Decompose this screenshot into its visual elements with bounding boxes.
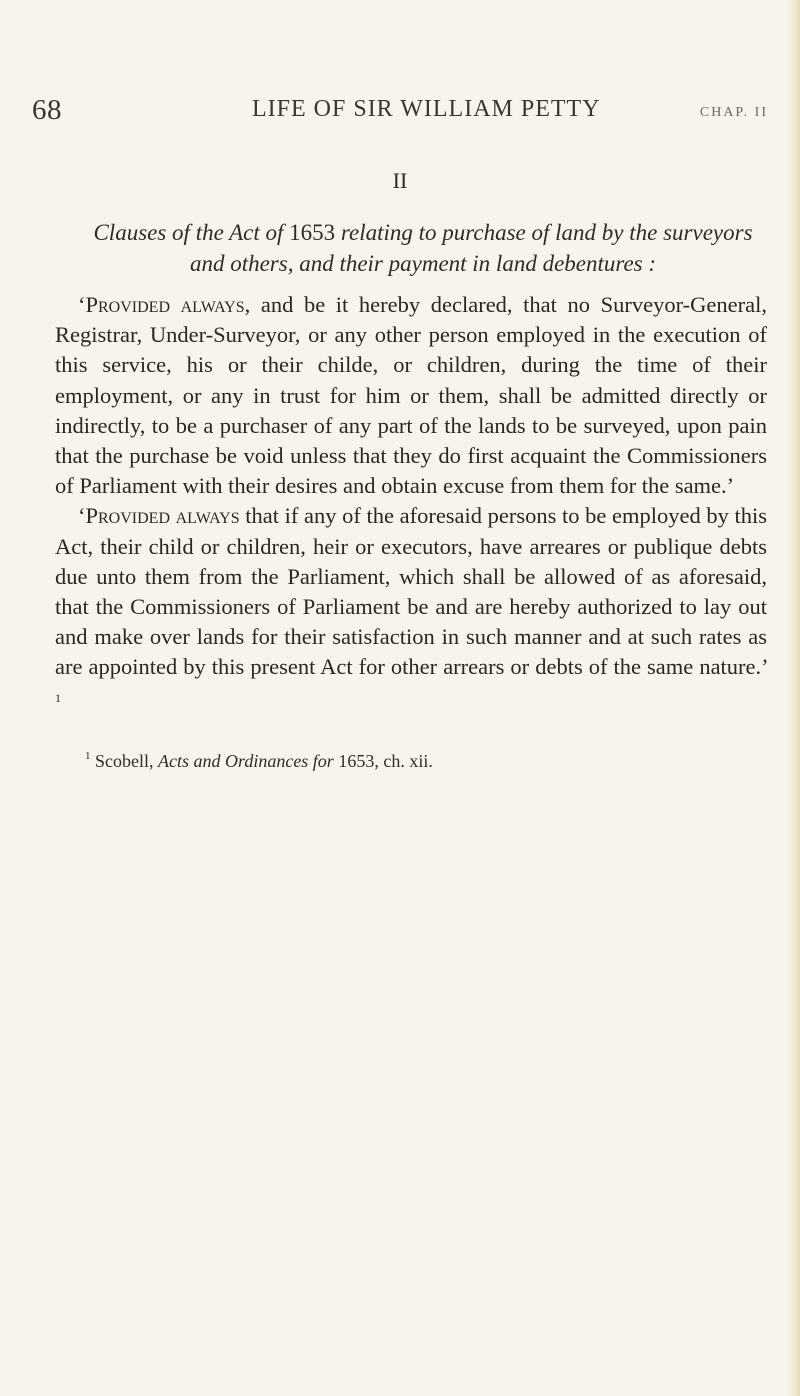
proviso-lead: Provided always: [85, 503, 240, 529]
running-header: [32, 94, 772, 134]
caption-post: relating to purchase of land by the surveyors and others, and their payment in land debentures :: [189, 220, 753, 276]
paragraph-text: that if any of the aforesaid persons to be employed by this Act, their child or children, heir or executors, have arreares or publique debts due unto them from the Parliament, which shall be allowed of as aforesaid, that the Commissioners of Parliament be and are hereby authorized to lay out and make over lands for their satisfaction in such manner and at such rates as are appointed by this present Act for other arrears or debts of the same nature.’: [55, 503, 768, 680]
paragraph-text: , and be it hereby declared, that no Surveyor-General, Registrar, Under-Surveyor, or any other person employed in the execution of this service, his or their childe, or children, during the time of their employment, or any in trust for him or them, shall be admitted directly or indirectly, to be a purchaser of any part of the lands to be surveyed, upon pain that the purchase be void unless that they do first acquaint the Commissioners of Parliament with their desires and obtain excuse from them for the same.’: [55, 292, 767, 499]
body-text: [55, 290, 767, 720]
footnote-title: Acts and Ordinances for: [158, 751, 334, 771]
caption-pre: Clauses of the Act of: [93, 220, 284, 245]
section-caption: [78, 217, 768, 279]
chapter-reference: CHAP. II: [699, 105, 768, 120]
running-title: LIFE OF SIR WILLIAM PETTY: [252, 96, 601, 122]
paragraph-2: [55, 501, 767, 719]
open-quote: ‘: [78, 503, 86, 529]
footnote: [55, 744, 767, 773]
proviso-lead: Provided always: [85, 292, 245, 317]
open-quote: ‘: [78, 292, 86, 317]
footnote-author: Scobell,: [95, 751, 154, 771]
caption-year: 1653: [289, 220, 336, 245]
paragraph-1: [55, 290, 767, 501]
section-numeral: II: [392, 168, 408, 193]
page-number: 68: [32, 94, 62, 126]
page-edge-shadow: [786, 0, 800, 1396]
footnote-rest: 1653, ch. xii.: [338, 751, 433, 771]
footnote-marker: 1: [85, 750, 91, 762]
footnote-reference[interactable]: 1: [55, 690, 61, 705]
